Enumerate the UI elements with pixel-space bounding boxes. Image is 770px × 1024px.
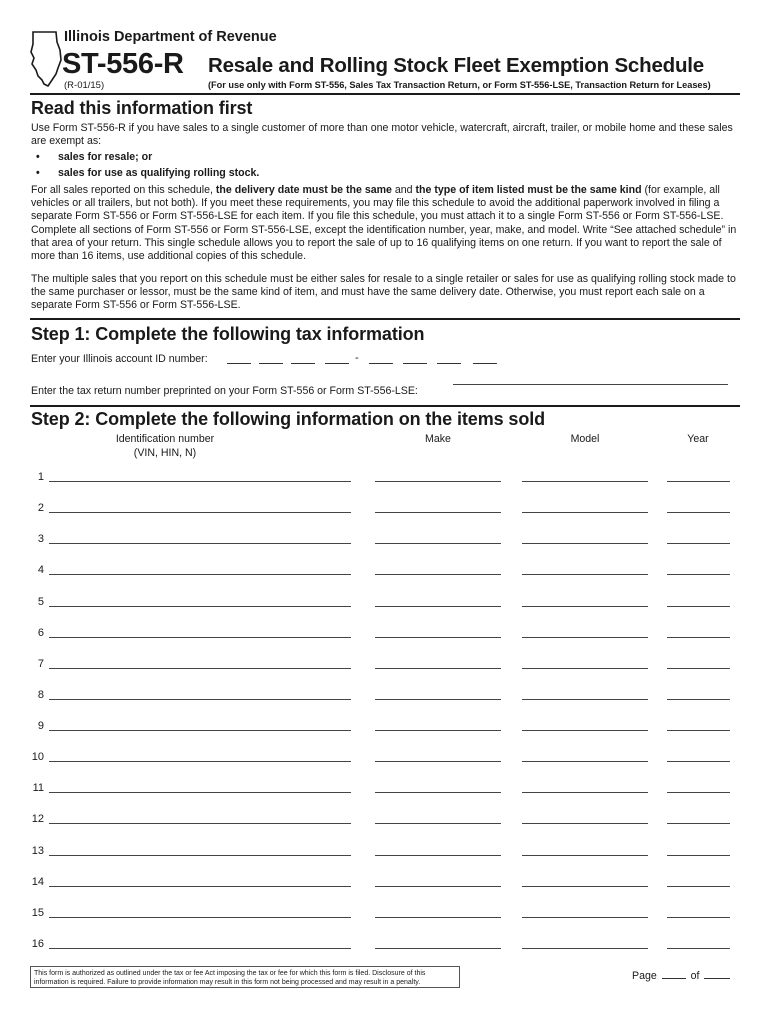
model-field[interactable]: [522, 574, 648, 575]
divider: [30, 93, 740, 95]
identification-number-field[interactable]: [49, 792, 351, 793]
row-number: 14: [31, 876, 44, 888]
page-number: Page of: [632, 969, 730, 982]
identification-number-field[interactable]: [49, 606, 351, 607]
year-field[interactable]: [667, 886, 730, 887]
column-header-make: Make: [425, 433, 451, 445]
row-number: 5: [37, 596, 44, 608]
account-id-field[interactable]: -: [227, 354, 502, 366]
identification-number-field[interactable]: [49, 855, 351, 856]
row-number: 16: [31, 938, 44, 950]
model-field[interactable]: [522, 917, 648, 918]
row-number: 7: [37, 658, 44, 670]
row-number: 15: [31, 907, 44, 919]
year-field[interactable]: [667, 481, 730, 482]
model-field[interactable]: [522, 606, 648, 607]
step2-heading: Step 2: Complete the following information on the items sold: [31, 409, 546, 429]
agency-name: Illinois Department of Revenue: [64, 29, 277, 45]
multiple-sales-paragraph: The multiple sales that you report on this schedule must be either sales for resale to a single retailer or sales for use as qualifying rolling stock made to the same purchaser or lessor, must be the same kind of item, and must have the same delivery date. Otherwise, you must report each sale on a separate Form ST-556 or Form ST-556-LSE.: [31, 273, 736, 312]
row-number: 4: [37, 564, 44, 576]
make-field[interactable]: [375, 512, 501, 513]
account-id-label: Enter your Illinois account ID number:: [31, 353, 208, 365]
make-field[interactable]: [375, 574, 501, 575]
year-field[interactable]: [667, 574, 730, 575]
row-number: 6: [37, 627, 44, 639]
model-field[interactable]: [522, 512, 648, 513]
year-field[interactable]: [667, 606, 730, 607]
page-number-field[interactable]: [662, 969, 686, 979]
read-first-heading: Read this information first: [31, 98, 253, 118]
year-field[interactable]: [667, 543, 730, 544]
year-field[interactable]: [667, 792, 730, 793]
model-field[interactable]: [522, 948, 648, 949]
column-header-id: Identification number (VIN, HIN, N): [115, 433, 215, 459]
step1-heading: Step 1: Complete the following tax information: [31, 324, 425, 344]
identification-number-field[interactable]: [49, 543, 351, 544]
year-field[interactable]: [667, 730, 730, 731]
make-field[interactable]: [375, 761, 501, 762]
year-field[interactable]: [667, 761, 730, 762]
column-header-year: Year: [687, 433, 709, 445]
identification-number-field[interactable]: [49, 481, 351, 482]
identification-number-field[interactable]: [49, 574, 351, 575]
model-field[interactable]: [522, 761, 648, 762]
intro-paragraph: Use Form ST-556-R if you have sales to a single customer of more than one motor vehicle, watercraft, aircraft, trailer, or mobile home and these sales are exempt as:: [31, 122, 733, 148]
tax-return-label: Enter the tax return number preprinted on your Form ST-556 or Form ST-556-LSE:: [31, 385, 418, 397]
row-number: 12: [31, 813, 44, 825]
form-title: Resale and Rolling Stock Fleet Exemption Schedule: [208, 54, 704, 77]
year-field[interactable]: [667, 668, 730, 669]
identification-number-field[interactable]: [49, 730, 351, 731]
row-number: 8: [37, 689, 44, 701]
revision-date: (R-01/15): [64, 80, 105, 91]
make-field[interactable]: [375, 948, 501, 949]
model-field[interactable]: [522, 792, 648, 793]
model-field[interactable]: [522, 543, 648, 544]
year-field[interactable]: [667, 917, 730, 918]
make-field[interactable]: [375, 792, 501, 793]
row-number: 11: [32, 782, 44, 794]
year-field[interactable]: [667, 699, 730, 700]
identification-number-field[interactable]: [49, 886, 351, 887]
make-field[interactable]: [375, 606, 501, 607]
row-number: 1: [37, 471, 44, 483]
identification-number-field[interactable]: [49, 699, 351, 700]
model-field[interactable]: [522, 730, 648, 731]
row-number: 13: [31, 845, 44, 857]
legal-notice: This form is authorized as outlined under the tax or fee Act imposing the tax or fee for which this form is filed. Disclosure of this information is required. Failure to provide information may result in this form not being processed and may result in a penalty.: [30, 966, 460, 988]
form-id: ST-556-R: [62, 48, 184, 80]
bullet-item: • sales for use as qualifying rolling stock.: [36, 167, 260, 179]
bullet-item: • sales for resale; or: [36, 151, 153, 163]
row-number: 3: [37, 533, 44, 545]
make-field[interactable]: [375, 855, 501, 856]
make-field[interactable]: [375, 917, 501, 918]
model-field[interactable]: [522, 699, 648, 700]
model-field[interactable]: [522, 481, 648, 482]
make-field[interactable]: [375, 730, 501, 731]
make-field[interactable]: [375, 543, 501, 544]
model-field[interactable]: [522, 637, 648, 638]
identification-number-field[interactable]: [49, 668, 351, 669]
model-field[interactable]: [522, 668, 648, 669]
identification-number-field[interactable]: [49, 917, 351, 918]
identification-number-field[interactable]: [49, 512, 351, 513]
delivery-paragraph: For all sales reported on this schedule, the delivery date must be the same and the type of item listed must be the same kind (for example, all vehicles or all trailers, but not both). If you meet these requirements, you may file this schedule to avoid the additional paperwork involved in filing a separate Form ST-556 or Form ST-556-LSE for each item. If you file this schedule, you must attach it to a single Form ST-556 or Form ST-556-LSE. Complete all sections of Form ST-556 or Form ST-556-LSE, except the identification number, year, make, and model. Write “See attached schedule” in that area of your return. This single schedule allows you to report the sale of up to 16 qualifying items on one return. If you want to report the sale of more than 16 items, use additional copies of this schedule.: [31, 184, 737, 263]
make-field[interactable]: [375, 699, 501, 700]
divider: [30, 318, 740, 320]
identification-number-field[interactable]: [49, 948, 351, 949]
row-number: 9: [37, 720, 44, 732]
row-number: 10: [31, 751, 44, 763]
model-field[interactable]: [522, 855, 648, 856]
model-field[interactable]: [522, 886, 648, 887]
year-field[interactable]: [667, 512, 730, 513]
divider: [30, 405, 740, 407]
row-number: 2: [37, 502, 44, 514]
identification-number-field[interactable]: [49, 761, 351, 762]
make-field[interactable]: [375, 668, 501, 669]
year-field[interactable]: [667, 823, 730, 824]
identification-number-field[interactable]: [49, 637, 351, 638]
year-field[interactable]: [667, 948, 730, 949]
illinois-state-outline-icon: [30, 30, 64, 88]
form-subtitle: (For use only with Form ST-556, Sales Tax Transaction Return, or Form ST-556-LSE, Transaction Return for Leases): [208, 80, 711, 90]
make-field[interactable]: [375, 637, 501, 638]
identification-number-field[interactable]: [49, 823, 351, 824]
page-total-field[interactable]: [704, 969, 730, 979]
make-field[interactable]: [375, 886, 501, 887]
tax-return-field[interactable]: [453, 384, 728, 385]
year-field[interactable]: [667, 855, 730, 856]
make-field[interactable]: [375, 823, 501, 824]
column-header-model: Model: [570, 433, 600, 445]
make-field[interactable]: [375, 481, 501, 482]
year-field[interactable]: [667, 637, 730, 638]
model-field[interactable]: [522, 823, 648, 824]
